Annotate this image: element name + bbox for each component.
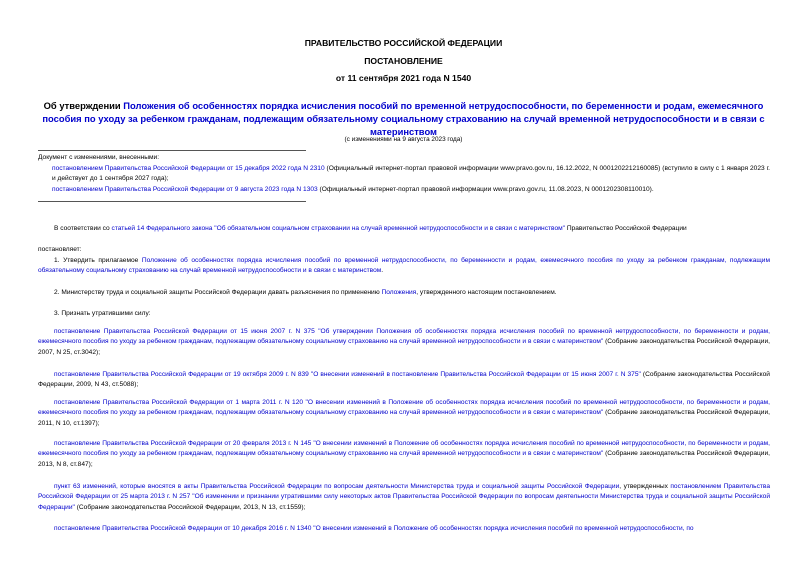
federal-law-link[interactable]: статьей 14 Федерального закона "Об обязательном социальном страховании на случай временной нетрудоспособности и в связи с материнством" bbox=[111, 225, 565, 232]
clause-2-tail: , утвержденного настоящим постановлением. bbox=[416, 289, 557, 296]
clause-1-tail: . bbox=[381, 267, 384, 275]
title-regulation-link[interactable]: Положения об особенностях порядка исчисления пособий по временной нетрудоспособности, по беременности и родам, ежемесячного пособия по уходу за ребенком гражданам, подлежащим обязательному социальному страхованию на случай временной нетрудоспособности и в связи с материнством bbox=[42, 100, 765, 137]
repealed-link-6[interactable]: постановление Правительства Российской Федерации от 10 декабря 2016 г. N 1340 "О внесении изменений в Положение об особенностях порядка исчисления пособий по временной нетрудоспособности, по bbox=[54, 525, 694, 532]
amendment-item-1 bbox=[52, 164, 770, 185]
repealed-link-5b[interactable]: постановлением Правительства Российской Федерации от 25 марта 2013 г. N 257 "Об изменении и признании утратившими силу некоторых актов Правительства Российской Федерации по вопросам деятельности Министерства труда и социальной защиты Российской Федерации" bbox=[38, 483, 770, 511]
amendment-link-1[interactable]: постановлением Правительства Российской Федерации от 15 декабря 2022 года N 2310 bbox=[52, 165, 325, 172]
repealed-source-3: (Собрание законодательства Российской Федерации, 2011, N 10, ст.1397); bbox=[38, 409, 771, 427]
repealed-source-4: (Собрание законодательства Российской Федерации, 2013, N 8, ст.847); bbox=[38, 450, 771, 468]
repealed-link-3[interactable]: постановление Правительства Российской Федерации от 1 марта 2011 г. N 120 "О внесении изменений в Положение об особенностях порядка исчисления пособий по временной нетрудоспособности, по беременности и родам, ежемесячного пособия по уходу за ребенком гражданам, подлежащим обязательному социальному страхованию на случай временной нетрудоспособности и в связи с материнством" bbox=[38, 399, 770, 417]
repealed-mid-5: , утвержденных bbox=[619, 483, 671, 490]
repealed-source-2: (Собрание законодательства Российской Федерации, 2009, N 43, ст.5088); bbox=[38, 371, 770, 389]
amendment-text-2: (Официальный интернет-портал правовой информации www.pravo.gov.ru, 11.08.2023, N 0001202308110010). bbox=[317, 186, 654, 193]
repealed-link-1[interactable]: постановление Правительства Российской Федерации от 15 июня 2007 г. N 375 "Об утверждении Положения об особенностях порядка исчисления пособий по временной нетрудоспособности, по беременности и родам, ежемесячного пособия по уходу за ребенком гражданам, подлежащим обязательному социальному страхованию на случай временной нетрудоспособности и в связи с материнством" bbox=[38, 328, 770, 346]
repealed-link-2[interactable]: постановление Правительства Российской Федерации от 19 октября 2009 г. N 839 "О внесении изменений в постановление Правительства Российской Федерации от 15 июня 2007 г. N 375" bbox=[54, 371, 641, 378]
repealed-source-1: (Собрание законодательства Российской Федерации, 2007, N 25, ст.3042); bbox=[38, 338, 771, 356]
amendment-item-2 bbox=[52, 185, 770, 195]
repealed-item-4 bbox=[38, 439, 770, 470]
preamble-text: В соответствии со bbox=[54, 225, 112, 232]
decree-word: постановляет: bbox=[38, 246, 82, 253]
repealed-item-2 bbox=[38, 370, 770, 391]
title-prefix: Об утверждении bbox=[43, 100, 124, 111]
changes-note: (с изменениями на 9 августа 2023 года) bbox=[344, 136, 463, 143]
document-type-heading: ПОСТАНОВЛЕНИЕ bbox=[364, 56, 443, 66]
issuer-heading: ПРАВИТЕЛЬСТВО РОССИЙСКОЙ ФЕДЕРАЦИИ bbox=[304, 38, 503, 48]
document-title bbox=[30, 99, 777, 138]
clause-2-text: 2. Министерству труда и социальной защиты Российской Федерации давать разъяснения по применению bbox=[54, 289, 382, 296]
regulation-short-link[interactable]: Положения bbox=[381, 289, 417, 296]
clause-3: 3. Признать утратившими силу: bbox=[54, 310, 151, 317]
amendment-link-2[interactable]: постановлением Правительства Российской Федерации от 9 августа 2023 года N 1303 bbox=[52, 186, 318, 193]
amendments-intro: Документ с изменениями, внесенными: bbox=[38, 154, 160, 161]
repealed-link-4[interactable]: постановление Правительства Российской Федерации от 20 февраля 2013 г. N 145 "О внесении изменений в Положение об особенностях порядка исчисления пособий по временной нетрудоспособности, по беременности и родам, ежемесячного пособия по уходу за ребенком гражданам, подлежащим обязательному социальному страхованию на случай временной нетрудоспособности и в связи с материнством" bbox=[38, 440, 770, 458]
repealed-item-1 bbox=[38, 327, 770, 358]
clause-2 bbox=[38, 288, 770, 298]
clause-1-text: 1. Утвердить прилагаемое bbox=[54, 257, 142, 264]
top-divider bbox=[38, 150, 306, 151]
clause-1 bbox=[38, 256, 770, 277]
preamble-paragraph bbox=[38, 224, 770, 234]
repealed-item-3 bbox=[38, 398, 770, 429]
repealed-item-6 bbox=[38, 524, 770, 534]
regulation-link[interactable]: Положение об особенностях порядка исчисления пособий по временной нетрудоспособности, по беременности и родам, ежемесячного пособия по уходу за ребенком гражданам, подлежащим обязательному социальному страхованию на случай временной нетрудоспособности и в связи с материнством bbox=[38, 257, 771, 275]
repealed-item-5 bbox=[38, 482, 770, 513]
repealed-link-5a[interactable]: пункт 63 изменений, которые вносятся в акты Правительства Российской Федерации по вопросам деятельности Министерства труда и социальной защиты Российской Федерации bbox=[54, 483, 620, 490]
preamble-tail: Правительство Российской Федерации bbox=[564, 225, 687, 232]
amendment-text-1: (Официальный интернет-портал правовой информации www.pravo.gov.ru, 16.12.2022, N 0001202212160085) (вступило в силу с 1 января 2023 г. и действует до 1 сентября 2027 года); bbox=[52, 165, 770, 183]
date-number-heading: от 11 сентября 2021 года N 1540 bbox=[335, 73, 472, 83]
bottom-divider bbox=[38, 201, 306, 202]
repealed-source-5: (Собрание законодательства Российской Федерации, 2013, N 13, ст.1559); bbox=[74, 503, 306, 511]
